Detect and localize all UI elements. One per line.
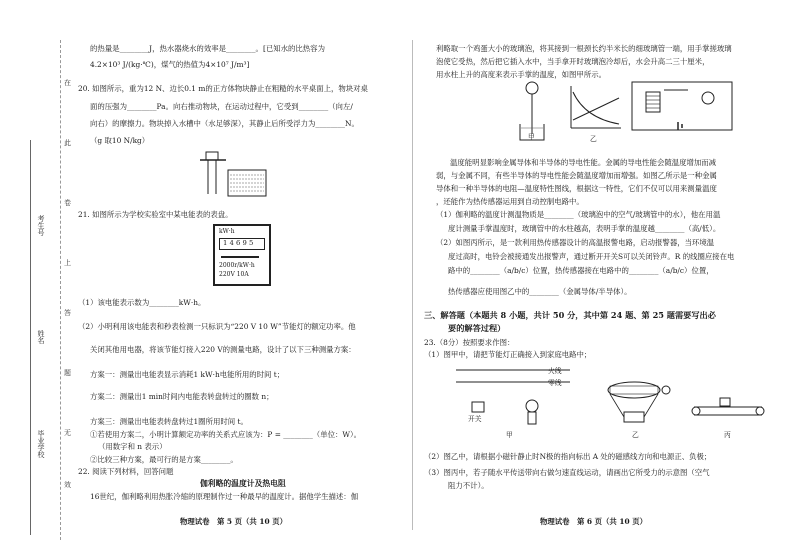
fig-label-b: 乙 — [590, 135, 597, 143]
figure-bing-circuit — [628, 78, 738, 136]
page-divider — [412, 40, 413, 530]
seal-char: 答 — [64, 309, 71, 317]
name-label: 姓名 — [37, 330, 45, 344]
q22-sub2-line3: 路中的________（a/b/c）位置，热传感器接在电路中的________（a/b/c）位置， — [448, 266, 714, 275]
compass — [662, 386, 670, 394]
q22-sub2-line4: 热传感器应使用图乙中的________（金属导体/半导体）。 — [448, 287, 632, 296]
seal-char: 上 — [64, 259, 71, 267]
q21-sub2-line1: （2）小明利用该电能表和秒表检测一只标识为“220 V 10 W”节能灯的额定功率。他 — [78, 322, 356, 331]
article-line1: 16世纪，伽利略利用热胀冷缩的原理制作过一种最早的温度计。据他学生描述：伽 — [90, 492, 359, 501]
meter-spec2: 220V 10A — [219, 271, 249, 278]
section3-heading-line2: 要的解答过程） — [448, 323, 506, 333]
seal-char: 卷 — [64, 199, 71, 207]
box-on-belt — [720, 398, 730, 406]
figure-yi-graph — [565, 82, 625, 134]
margin-rule — [30, 140, 31, 535]
q21-sub2-a: ①若使用方案二，小明计算额定功率的关系式应该为：P = ________（单位：W）。 — [90, 430, 362, 439]
footer-left: 物理试卷 第 5 页（共 10 页） — [180, 517, 288, 526]
exam-number-label: 考生号 — [37, 215, 45, 236]
roller — [692, 407, 700, 415]
article-title: 伽利略的温度计及热电阻 — [200, 479, 286, 488]
bell — [702, 92, 714, 104]
meter-spec: 2000r/kW·h — [219, 262, 255, 269]
q19-cont-line2: 4.2×10³ J/(kg·℃)，煤气的热值为4×10⁷ J/m³] — [90, 60, 250, 69]
q21-sub2-b: ②比较三种方案，最可行的是方案________。 — [90, 455, 238, 464]
q22-sub1-line1: （1）伽利略的温度计测温物质是________（玻璃泡中的空气/玻璃管中的水），他在用温 — [436, 210, 721, 219]
q21-line1: 21. 如图所示为学校实验室中某电能表的表盘。 — [78, 210, 233, 219]
q23-sub2-line1: （2）图乙中，请根据小磁针静止时N极的指向标出 A 处的磁感线方向和电源正、负极； — [424, 452, 712, 461]
article-p2-line2: 弱，与金属不同，有些半导体的导电性能会随温度增加而增强。如图乙所示是一种金属 — [436, 171, 717, 180]
q23-sub3-line2: 阻力不计）。 — [448, 481, 489, 490]
section3-heading: 三、解答题（本题共 8 小题，共计 50 分，其中第 24 题、第 25 题需要写出必 — [424, 310, 716, 320]
q23-line1: 23.（8分）按照要求作图： — [424, 338, 515, 347]
footer-right: 物理试卷 第 6 页（共 10 页） — [540, 517, 648, 526]
solenoid-core — [610, 386, 658, 394]
conveyor-figure — [690, 394, 766, 428]
plan3: 方案三：测量出电能表转盘转过1圈所用时间 t。 — [90, 417, 248, 426]
article-line4: 用水柱上升的高度来表示手掌的温度，如图甲所示。 — [436, 70, 606, 79]
q21-sub2-a2: （用数字和 n 表示） — [98, 442, 167, 451]
q20-line4: （g 取10 N/kg） — [90, 136, 150, 145]
q23-sub3-line1: （3）图丙中，若子随水平传送带向右做匀速直线运动，请画出它所受力的示意图（空气 — [424, 468, 710, 477]
plan1: 方案一：测量出电能表显示消耗1 kW·h电能所用的时间 t； — [90, 370, 285, 379]
school-label: 毕业学校 — [37, 430, 45, 458]
plan2: 方案二：测量出1 min时间内电能表转盘转过的圈数 n； — [90, 392, 274, 401]
q23-sub1: （1）图甲中，请把节能灯正确接入到家庭电路中； — [424, 350, 592, 359]
q22-line1: 22. 阅读下列材料，回答问题 — [78, 467, 174, 476]
seal-char: 此 — [64, 139, 71, 147]
semiconductor-curve — [573, 92, 619, 124]
neutral-wire-label: 零线 — [548, 379, 562, 387]
q20-line2: 面的压强为________Pa。向右推动物块，在运动过程中，它受到________（向左/ — [90, 102, 353, 111]
lamp-socket — [526, 400, 538, 412]
q22-sub1-line2: 度计测量手掌温度时，玻璃管中的水柱越高，表明手掌的温度越________（高/低）。 — [448, 224, 721, 233]
live-wire-label: 火线 — [548, 367, 562, 375]
q21-sub2-line2: 关闭其他用电器，将该节能灯接入220 V的测量电路，设计了以下三种测量方案： — [90, 345, 356, 354]
q20-line3: 向右）的摩擦力。物块掉入水槽中（水足够深），其静止后所受浮力为________N。 — [90, 119, 359, 128]
article-line2: 利略取一个鸡蛋大小的玻璃泡，将其接到一根颈长约半米长的细玻璃管一端，用手掌搓玻璃 — [436, 44, 732, 53]
fig-yi-label: 乙 — [632, 431, 639, 439]
solenoid-figure — [598, 372, 678, 432]
power-source — [624, 412, 644, 422]
block-table-figure — [200, 148, 270, 200]
seal-char: 无 — [64, 429, 71, 437]
water-fill — [230, 175, 264, 191]
meter-digits: 1 4 6 9 5 — [223, 239, 254, 247]
q19-cont-line1: 的热量是________J，热水器烧水的效率是________。[已知水的比热容为 — [90, 44, 325, 53]
meter-reading — [219, 238, 265, 250]
fig-bing-label: 丙 — [724, 431, 731, 439]
circuit-frame — [632, 82, 732, 130]
meter-unit: kW·h — [219, 228, 235, 235]
fig-label-a: 甲 — [528, 133, 535, 141]
lamp-body — [528, 412, 536, 424]
q22-sub2-line1: （2）如图丙所示，是一款利用热传感器设计的高温报警电路，启动报警器，当环境温 — [436, 238, 715, 247]
seal-char: 效 — [64, 481, 71, 489]
article-p2-line4: ，还能作为热传感器运用到自动控制电路中。 — [436, 197, 584, 206]
meter-disk — [221, 256, 259, 258]
coil-loop — [608, 382, 660, 398]
switch-box — [472, 402, 484, 412]
block — [206, 152, 218, 160]
article-p2-line3: 导体和一种半导体的电阻—温度特性图线，根据这一特性，它们不仅可以用来测量温度 — [436, 184, 717, 193]
binding-line — [60, 40, 61, 540]
seal-char: 题 — [64, 369, 71, 377]
article-p2-line1: 温度能明显影响金属导体和半导体的导电性能。金属的导电性能会随温度增加而减 — [450, 158, 717, 167]
q20-line1: 20. 如图所示，重为12 N、边长0.1 m的正方体物块静止在粗糙的水平桌面上，物块对桌 — [78, 84, 368, 93]
roller — [756, 407, 764, 415]
seal-char: 在 — [64, 79, 71, 87]
article-line3: 泡使它受热，然后把它插入水中，当手拿开时玻璃泡冷却后，水会升高二三十厘米， — [436, 57, 710, 66]
electromagnet — [646, 92, 660, 112]
fig-jia-label: 甲 — [506, 431, 513, 439]
coil — [646, 96, 660, 108]
glass-bulb — [526, 82, 538, 94]
q22-sub2-line2: 度过高时，电铃会被接通发出报警声，通过断开开关S可以关闭铃声。R 的线圈应接在电 — [448, 252, 735, 261]
electric-meter — [213, 224, 271, 286]
switch-label: 开关 — [468, 415, 482, 423]
q21-sub1: （1）该电能表示数为________kW·h。 — [78, 298, 206, 307]
